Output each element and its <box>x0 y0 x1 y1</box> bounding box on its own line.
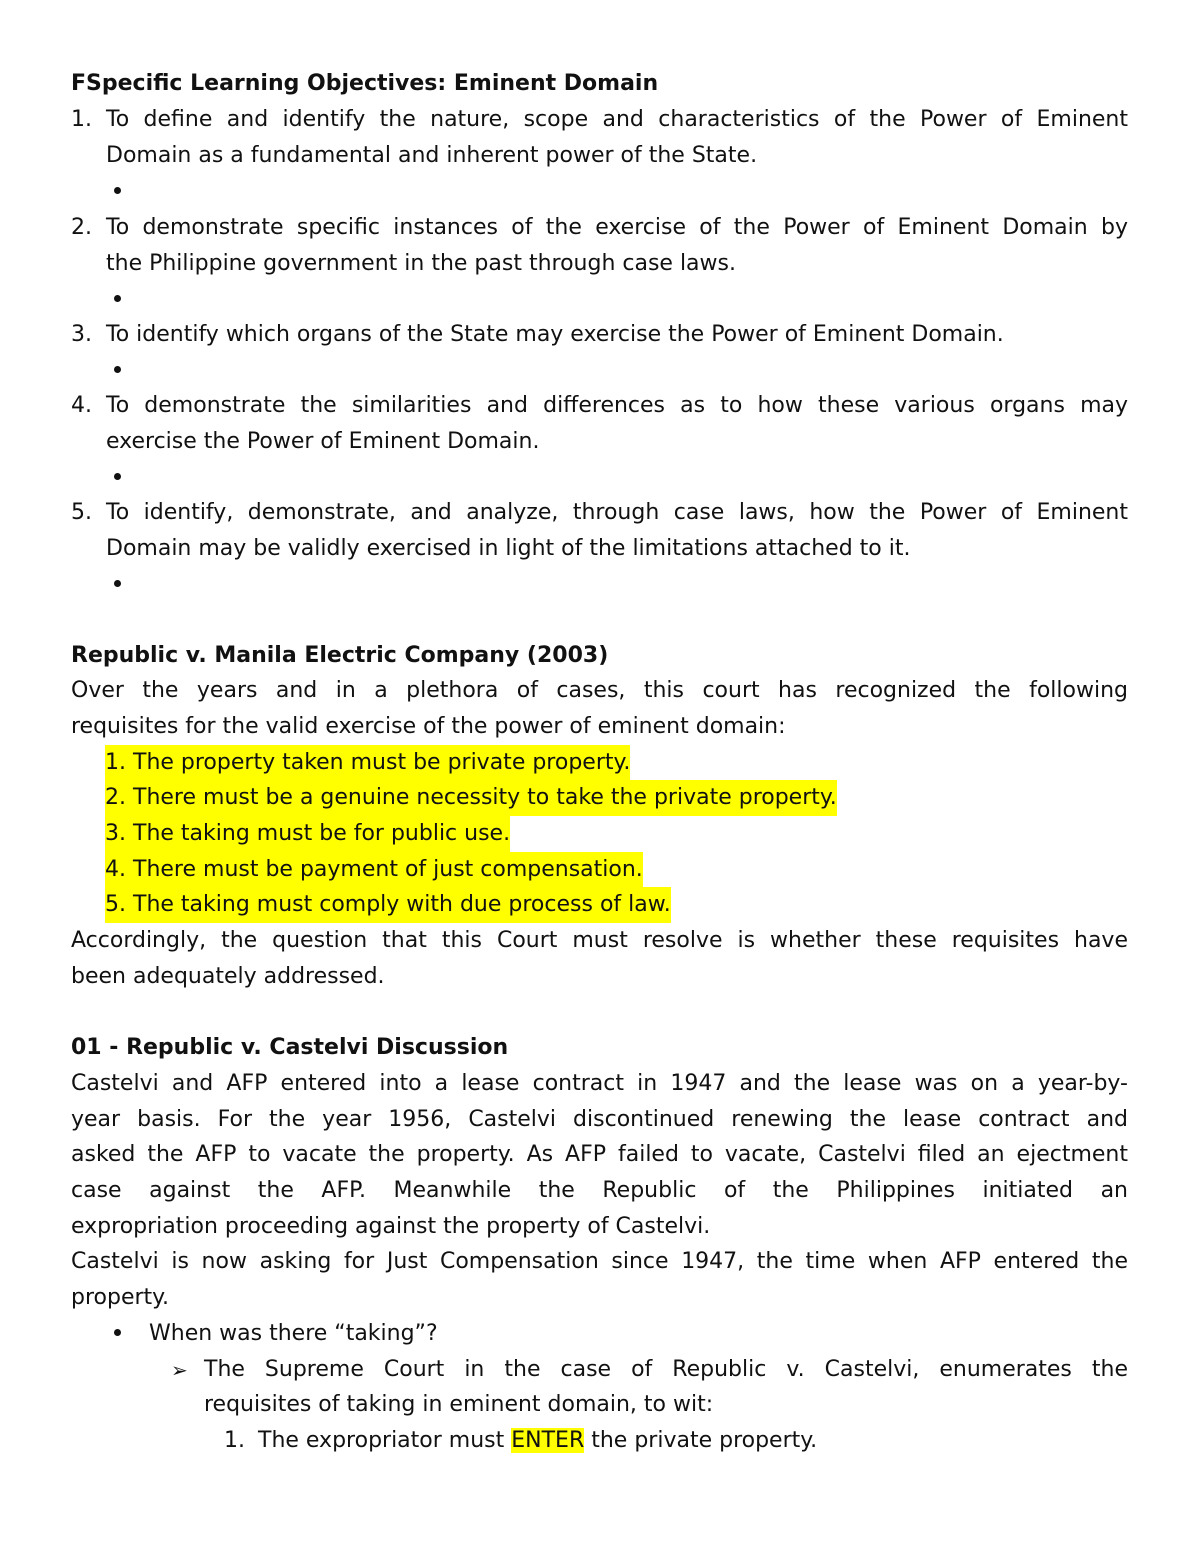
taking-answer: requisites of taking in eminent domain, to wit: <box>204 1392 714 1417</box>
objective-number: 5. <box>71 500 92 525</box>
castelvi-paragraph: asked the AFP to vacate the property. As AFP failed to vacate, Castelvi filed an ejectment <box>71 1142 1128 1167</box>
empty-bullet-icon <box>114 473 121 480</box>
meralco-conclusion: been adequately addressed. <box>71 964 385 989</box>
taking-question: When was there “taking”? <box>149 1321 438 1346</box>
objective-text: Domain as a fundamental and inherent power of the State. <box>106 143 758 168</box>
requisite-item: 5. The taking must comply with due process of law. <box>105 887 671 923</box>
objective-text: exercise the Power of Eminent Domain. <box>106 429 540 454</box>
meralco-intro: requisites for the valid exercise of the power of eminent domain: <box>71 714 786 739</box>
objective-text: To demonstrate the similarities and differences as to how these various organs may <box>106 393 1128 418</box>
objective-number: 3. <box>71 322 92 347</box>
castelvi-paragraph: expropriation proceeding against the property of Castelvi. <box>71 1214 711 1239</box>
meralco-conclusion: Accordingly, the question that this Court must resolve is whether these requisites have <box>71 928 1128 953</box>
meralco-intro: Over the years and in a plethora of cases, this court has recognized the following <box>71 678 1128 703</box>
sub-requisite-number: 1. <box>224 1428 245 1453</box>
objective-number: 2. <box>71 215 92 240</box>
objective-text: To identify, demonstrate, and analyze, through case laws, how the Power of Eminent <box>106 500 1128 525</box>
requisite-item: 4. There must be payment of just compensation. <box>105 852 643 888</box>
objective-number: 1. <box>71 107 92 132</box>
castelvi-paragraph: Castelvi and AFP entered into a lease contract in 1947 and the lease was on a year-by- <box>71 1071 1128 1096</box>
castelvi-heading: 01 - Republic v. Castelvi Discussion <box>71 1035 509 1060</box>
objective-text: To identify which organs of the State may exercise the Power of Eminent Domain. <box>106 322 1004 347</box>
castelvi-paragraph: property. <box>71 1285 170 1310</box>
objective-text: the Philippine government in the past through case laws. <box>106 251 736 276</box>
empty-bullet-icon <box>114 187 121 194</box>
objective-text: Domain may be validly exercised in light of the limitations attached to it. <box>106 536 911 561</box>
objectives-heading: FSpecific Learning Objectives: Eminent Domain <box>71 71 659 96</box>
bullet-icon <box>114 1329 121 1336</box>
objective-text: To define and identify the nature, scope and characteristics of the Power of Eminent <box>106 107 1128 132</box>
taking-answer: The Supreme Court in the case of Republic v. Castelvi, enumerates the <box>204 1357 1128 1382</box>
arrow-bullet-icon: ➢ <box>171 1358 188 1382</box>
empty-bullet-icon <box>114 366 121 373</box>
meralco-heading: Republic v. Manila Electric Company (2003) <box>71 643 609 668</box>
requisite-item: 3. The taking must be for public use. <box>105 816 510 852</box>
castelvi-paragraph: case against the AFP. Meanwhile the Republic of the Philippines initiated an <box>71 1178 1128 1203</box>
objective-number: 4. <box>71 393 92 418</box>
castelvi-paragraph: year basis. For the year 1956, Castelvi discontinued renewing the lease contract and <box>71 1107 1128 1132</box>
requisite-item: 2. There must be a genuine necessity to take the private property. <box>105 780 837 816</box>
castelvi-paragraph: Castelvi is now asking for Just Compensation since 1947, the time when AFP entered the <box>71 1249 1128 1274</box>
enter-highlight: ENTER <box>511 1428 585 1453</box>
requisite-item: 1. The property taken must be private property. <box>105 745 630 781</box>
empty-bullet-icon <box>114 295 121 302</box>
objective-text: To demonstrate specific instances of the exercise of the Power of Eminent Domain by <box>106 215 1128 240</box>
sub-requisite-text: The expropriator must ENTER the private property. <box>258 1428 818 1453</box>
empty-bullet-icon <box>114 580 121 587</box>
